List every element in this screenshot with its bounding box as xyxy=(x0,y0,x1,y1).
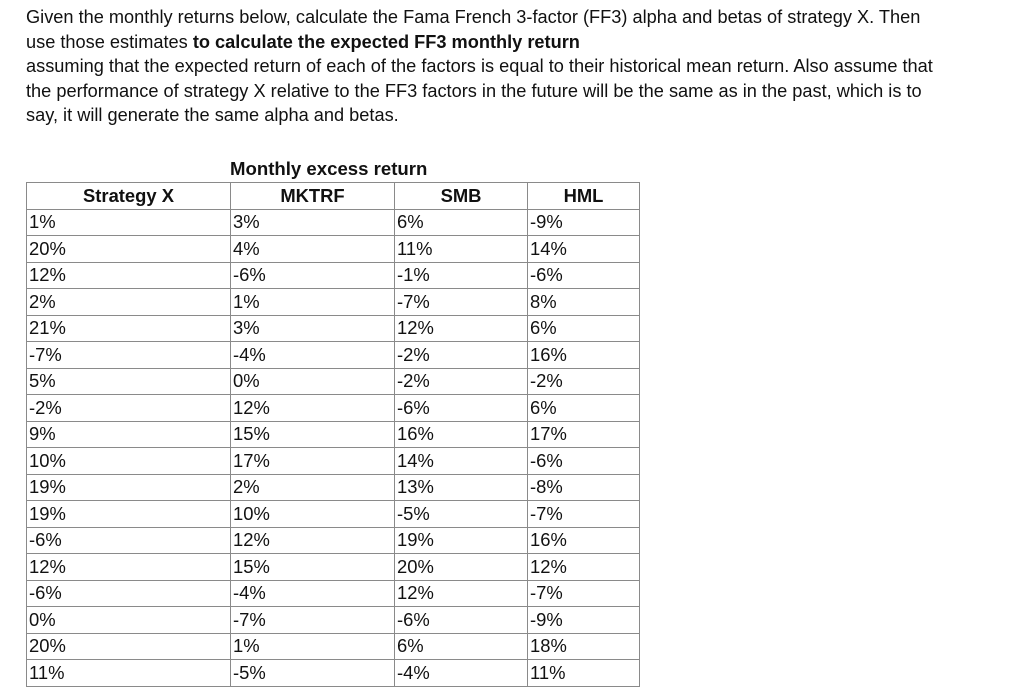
cell-hml: -6% xyxy=(528,448,640,475)
cell-smb: 20% xyxy=(395,554,528,581)
cell-smb: -2% xyxy=(395,342,528,369)
cell-strategy-x: 1% xyxy=(27,209,231,236)
table-row xyxy=(27,448,640,475)
cell-smb: -5% xyxy=(395,501,528,528)
question-line-3: assuming that the expected return of each of the factors is equal to their historical mean return. Also assume that xyxy=(26,56,933,76)
table-row xyxy=(27,421,640,448)
cell-strategy-x: 19% xyxy=(27,501,231,528)
cell-hml: 16% xyxy=(528,527,640,554)
table-row xyxy=(27,554,640,581)
cell-hml: -2% xyxy=(528,368,640,395)
cell-strategy-x: -2% xyxy=(27,395,231,422)
cell-mktrf: -6% xyxy=(231,262,395,289)
cell-mktrf: 17% xyxy=(231,448,395,475)
cell-hml: -7% xyxy=(528,501,640,528)
cell-strategy-x: -6% xyxy=(27,580,231,607)
cell-mktrf: 12% xyxy=(231,527,395,554)
cell-smb: 6% xyxy=(395,209,528,236)
table-row xyxy=(27,474,640,501)
table-body xyxy=(27,209,640,686)
cell-smb: -7% xyxy=(395,289,528,316)
table-row xyxy=(27,368,640,395)
cell-mktrf: 1% xyxy=(231,289,395,316)
cell-smb: 12% xyxy=(395,580,528,607)
cell-mktrf: 15% xyxy=(231,421,395,448)
cell-hml: -9% xyxy=(528,607,640,634)
table-row xyxy=(27,289,640,316)
header-strategy-x: Strategy X xyxy=(27,183,231,210)
cell-strategy-x: -6% xyxy=(27,527,231,554)
cell-smb: 12% xyxy=(395,315,528,342)
cell-smb: -2% xyxy=(395,368,528,395)
cell-mktrf: 3% xyxy=(231,315,395,342)
cell-mktrf: 15% xyxy=(231,554,395,581)
cell-smb: -6% xyxy=(395,607,528,634)
cell-smb: 13% xyxy=(395,474,528,501)
cell-strategy-x: 20% xyxy=(27,633,231,660)
table-row xyxy=(27,262,640,289)
table-row xyxy=(27,660,640,687)
cell-mktrf: 0% xyxy=(231,368,395,395)
cell-smb: 11% xyxy=(395,236,528,263)
table-row xyxy=(27,315,640,342)
cell-smb: 16% xyxy=(395,421,528,448)
cell-smb: 19% xyxy=(395,527,528,554)
cell-hml: 18% xyxy=(528,633,640,660)
cell-hml: 11% xyxy=(528,660,640,687)
table-row xyxy=(27,342,640,369)
header-smb: SMB xyxy=(395,183,528,210)
cell-hml: 8% xyxy=(528,289,640,316)
table-row xyxy=(27,633,640,660)
cell-mktrf: -4% xyxy=(231,342,395,369)
cell-smb: -6% xyxy=(395,395,528,422)
header-mktrf: MKTRF xyxy=(231,183,395,210)
table-row xyxy=(27,527,640,554)
cell-strategy-x: 5% xyxy=(27,368,231,395)
returns-table xyxy=(26,182,640,687)
cell-hml: -9% xyxy=(528,209,640,236)
cell-strategy-x: 2% xyxy=(27,289,231,316)
cell-mktrf: 4% xyxy=(231,236,395,263)
cell-hml: 12% xyxy=(528,554,640,581)
cell-mktrf: 12% xyxy=(231,395,395,422)
cell-mktrf: 2% xyxy=(231,474,395,501)
table-caption: Monthly excess return xyxy=(230,158,428,179)
cell-hml: 6% xyxy=(528,395,640,422)
cell-hml: 6% xyxy=(528,315,640,342)
cell-hml: -7% xyxy=(528,580,640,607)
cell-mktrf: 10% xyxy=(231,501,395,528)
cell-hml: 14% xyxy=(528,236,640,263)
question-line-2-plain: use those estimates xyxy=(26,31,193,52)
header-hml: HML xyxy=(528,183,640,210)
cell-strategy-x: 20% xyxy=(27,236,231,263)
question-line-2-bold: to calculate the expected FF3 monthly return xyxy=(192,31,580,52)
table-row xyxy=(27,580,640,607)
cell-smb: 14% xyxy=(395,448,528,475)
question-text xyxy=(26,5,1016,128)
cell-hml: -6% xyxy=(528,262,640,289)
table-header-row xyxy=(27,183,640,210)
cell-hml: 16% xyxy=(528,342,640,369)
cell-smb: 6% xyxy=(395,633,528,660)
cell-hml: -8% xyxy=(528,474,640,501)
cell-hml: 17% xyxy=(528,421,640,448)
cell-strategy-x: 11% xyxy=(27,660,231,687)
cell-mktrf: -5% xyxy=(231,660,395,687)
table-row xyxy=(27,501,640,528)
table-row xyxy=(27,395,640,422)
cell-mktrf: 1% xyxy=(231,633,395,660)
cell-smb: -4% xyxy=(395,660,528,687)
table-row xyxy=(27,607,640,634)
question-line-2 xyxy=(26,30,1016,55)
question-line-4: the performance of strategy X relative to the FF3 factors in the future will be the same as in the past, which is to xyxy=(26,80,922,101)
cell-strategy-x: 9% xyxy=(27,421,231,448)
table-row xyxy=(27,236,640,263)
cell-mktrf: -7% xyxy=(231,607,395,634)
table-row xyxy=(27,209,640,236)
cell-strategy-x: 21% xyxy=(27,315,231,342)
cell-smb: -1% xyxy=(395,262,528,289)
cell-mktrf: -4% xyxy=(231,580,395,607)
cell-strategy-x: 0% xyxy=(27,607,231,634)
cell-strategy-x: 19% xyxy=(27,474,231,501)
cell-mktrf: 3% xyxy=(231,209,395,236)
question-line-5: say, it will generate the same alpha and betas. xyxy=(26,105,399,125)
cell-strategy-x: 12% xyxy=(27,262,231,289)
cell-strategy-x: 10% xyxy=(27,448,231,475)
cell-strategy-x: -7% xyxy=(27,342,231,369)
cell-strategy-x: 12% xyxy=(27,554,231,581)
question-line-1: Given the monthly returns below, calculate the Fama French 3-factor (FF3) alpha and betas of strategy X. Then xyxy=(26,7,921,27)
